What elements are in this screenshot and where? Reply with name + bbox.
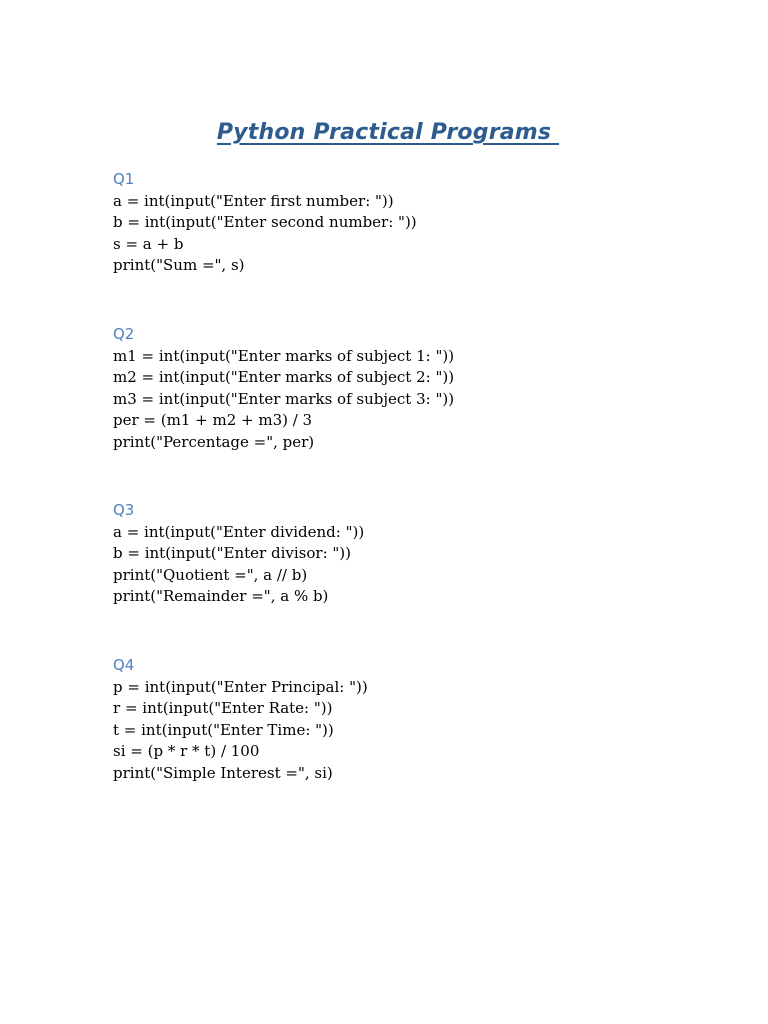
code-line: t = int(input("Enter Time: ")) — [113, 720, 334, 739]
question-label: Q1 — [113, 170, 135, 188]
question-block-q1 — [113, 169, 417, 277]
question-label: Q3 — [113, 501, 135, 519]
code-line: s = a + b — [113, 234, 184, 253]
code-line: print("Percentage =", per) — [113, 432, 315, 451]
question-block-q2 — [113, 324, 454, 453]
code-line: print("Remainder =", a % b) — [113, 587, 329, 606]
code-line: print("Simple Interest =", si) — [113, 763, 333, 782]
code-line: a = int(input("Enter dividend: ")) — [113, 523, 365, 541]
code-line: m3 = int(input("Enter marks of subject 3: ")) — [113, 389, 455, 408]
code-line: b = int(input("Enter divisor: ")) — [113, 544, 351, 563]
code-line: a = int(input("Enter first number: ")) — [113, 192, 394, 210]
code-line: b = int(input("Enter second number: ")) — [113, 213, 417, 232]
code-line: per = (m1 + m2 + m3) / 3 — [113, 411, 313, 430]
code-line: si = (p * r * t) / 100 — [113, 742, 260, 761]
code-line: m1 = int(input("Enter marks of subject 1: ")) — [113, 347, 455, 365]
code-line: print("Sum =", s) — [113, 256, 245, 275]
code-line: m2 = int(input("Enter marks of subject 2: ")) — [113, 368, 455, 387]
question-block-q4 — [113, 655, 368, 784]
code-line: print("Quotient =", a // b) — [113, 565, 308, 584]
question-block-q3 — [113, 500, 364, 608]
question-label: Q2 — [113, 325, 135, 343]
code-line: r = int(input("Enter Rate: ")) — [113, 699, 333, 718]
code-line: p = int(input("Enter Principal: ")) — [113, 678, 368, 696]
question-label: Q4 — [113, 656, 135, 674]
page-title: Python Practical Programs — [216, 120, 560, 145]
